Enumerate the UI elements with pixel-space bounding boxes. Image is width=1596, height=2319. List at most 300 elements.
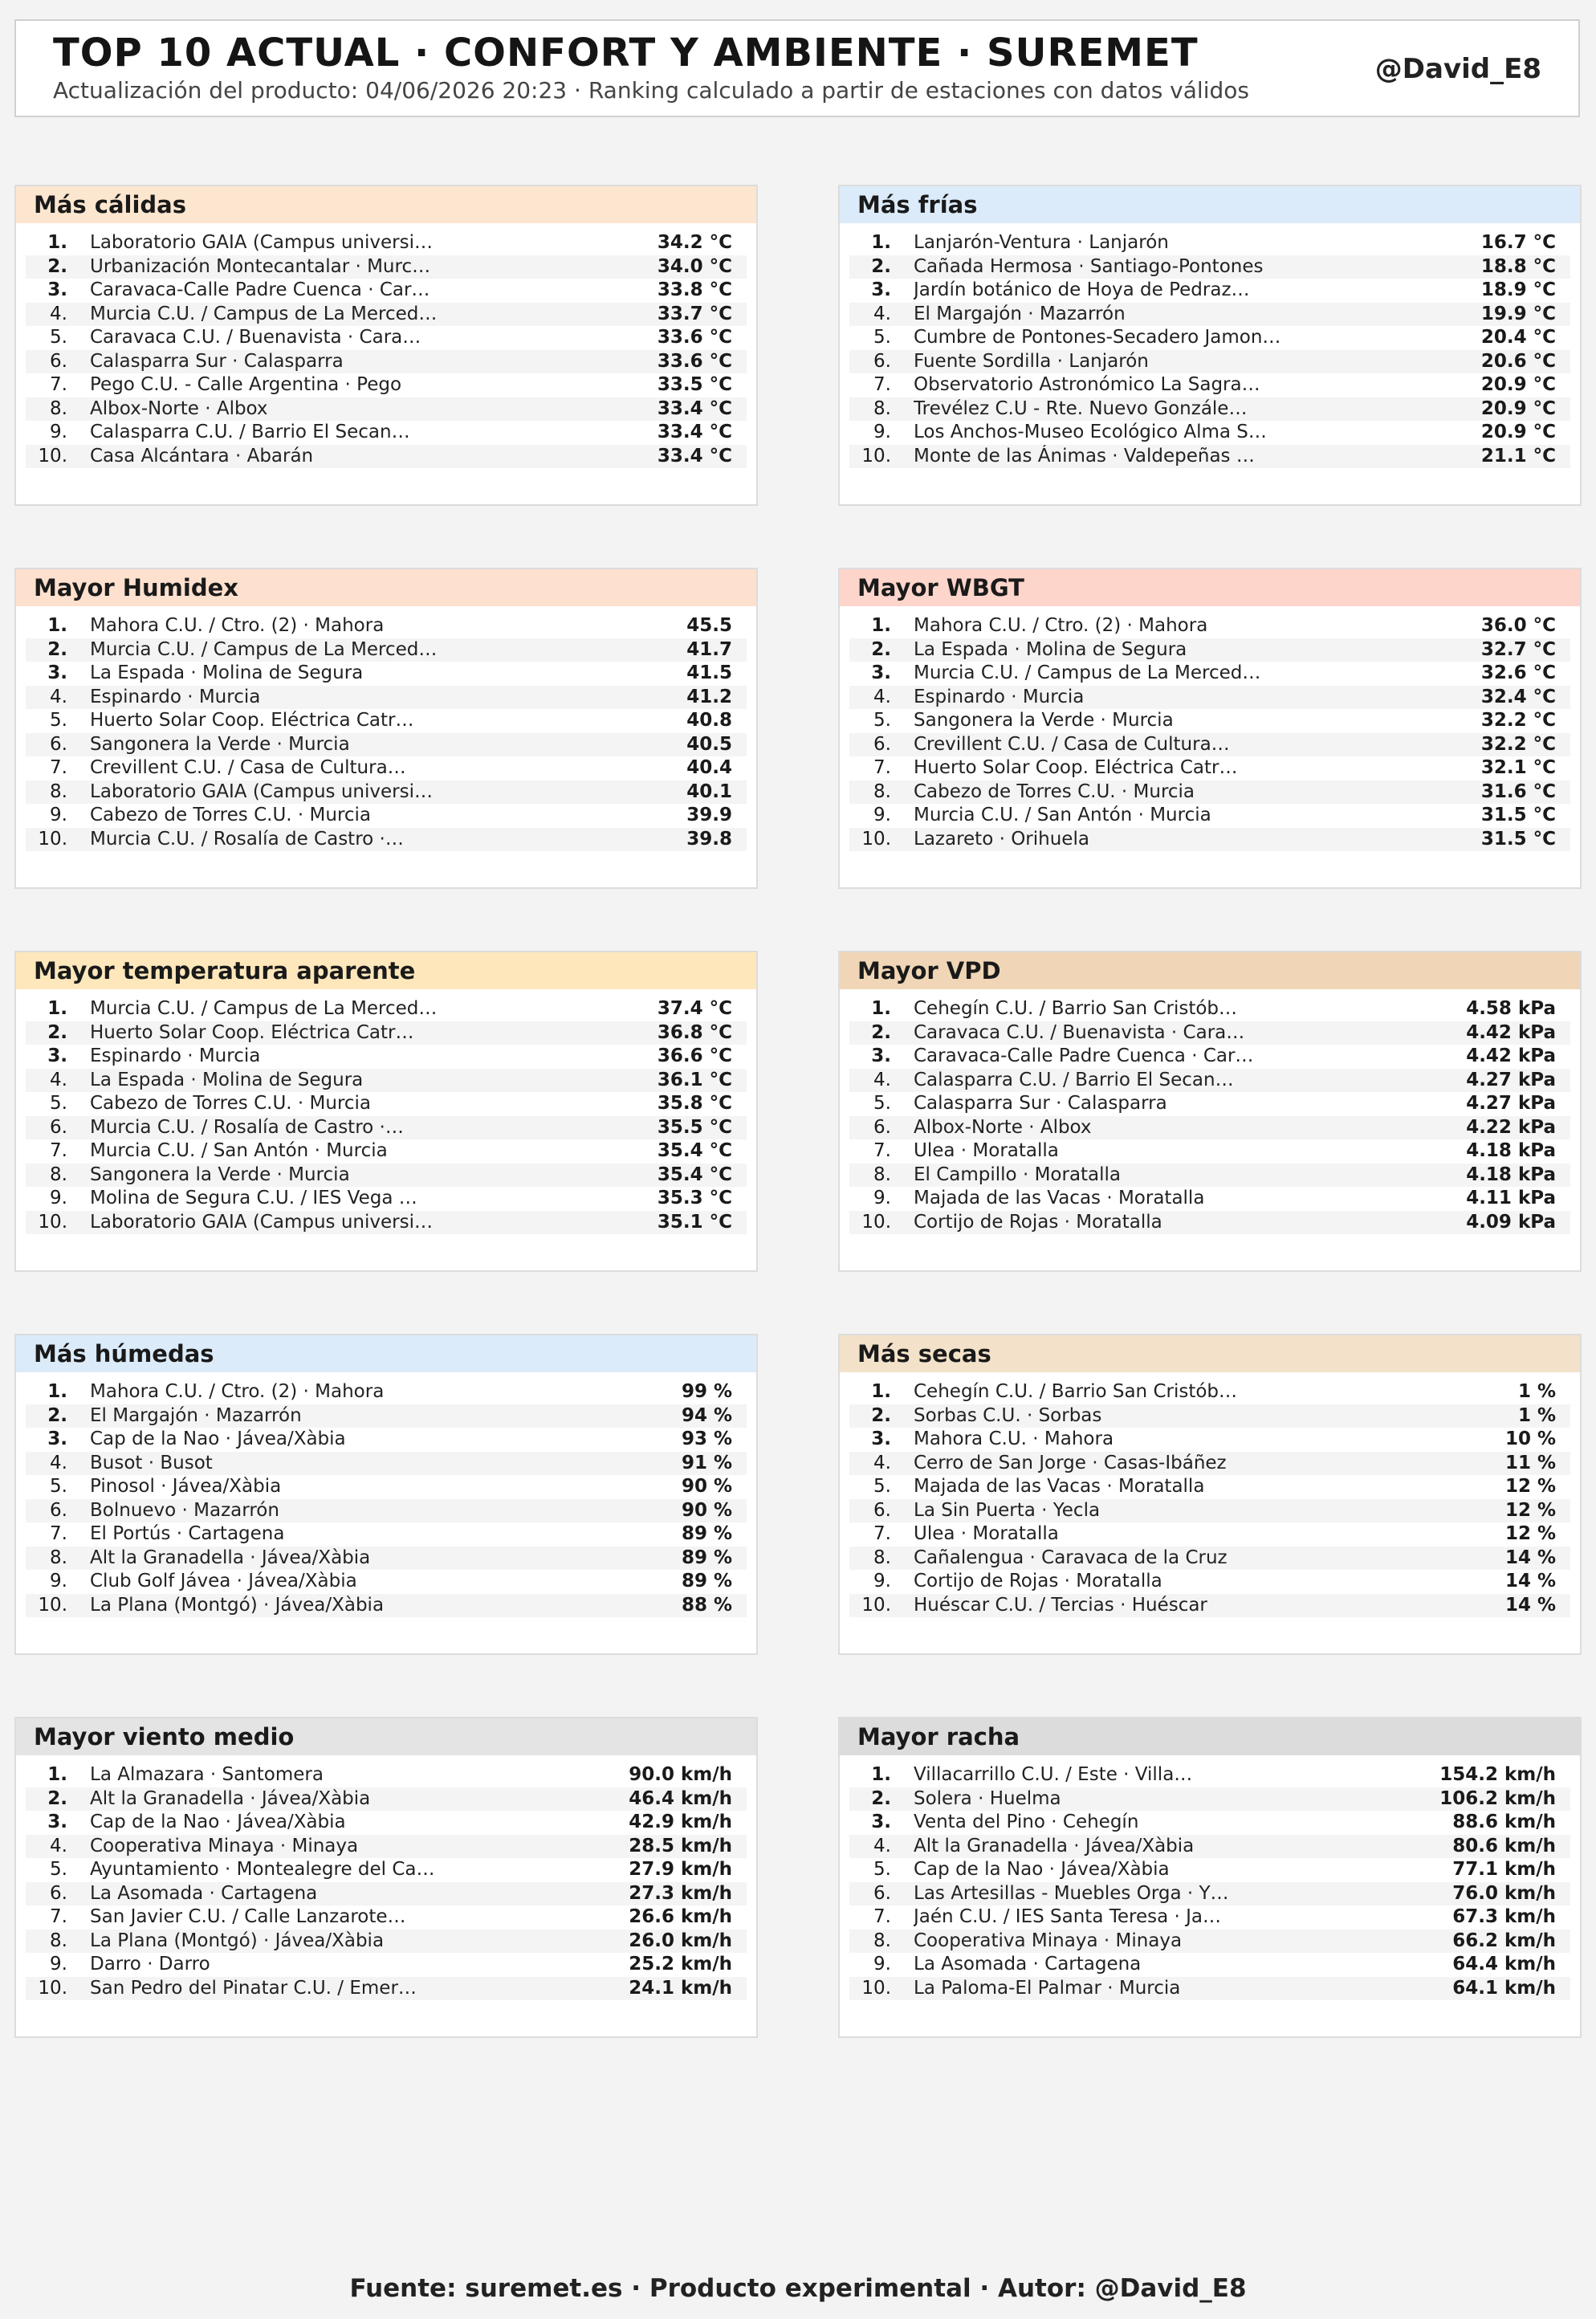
ranking-row <box>849 1164 1570 1188</box>
ranking-row <box>849 1811 1570 1835</box>
station-name: Cap de la Nao · Jávea/Xàbia <box>914 1859 1170 1880</box>
station-name: Albox-Norte · Albox <box>914 1116 1092 1138</box>
ranking-row <box>849 231 1570 255</box>
station-name: Cortijo de Rojas · Moratalla <box>914 1211 1162 1233</box>
station-value: 93 % <box>681 1428 732 1449</box>
ranking-row <box>26 1164 747 1188</box>
rank-number: 4. <box>873 1835 891 1856</box>
station-value: 4.11 kPa <box>1466 1188 1556 1208</box>
ranking-row <box>849 1763 1570 1787</box>
station-name: Murcia C.U. / San Antón · Murcia <box>90 1140 388 1161</box>
rank-number: 1. <box>871 615 891 636</box>
rank-number: 7. <box>873 1523 891 1544</box>
station-name: La Espada · Molina de Segura <box>90 1069 364 1090</box>
ranking-row <box>849 780 1570 805</box>
rank-number: 9. <box>873 1571 891 1592</box>
station-name: Pego C.U. - Calle Argentina · Pego <box>90 374 402 395</box>
station-value: 31.5 °C <box>1480 805 1556 825</box>
ranking-row <box>26 1905 747 1930</box>
station-name: Caravaca C.U. / Buenavista · Cara… <box>914 1021 1245 1043</box>
station-name: Huéscar C.U. / Tercias · Huéscar <box>914 1594 1207 1616</box>
rank-number: 2. <box>47 1404 67 1426</box>
station-value: 41.7 <box>686 638 732 660</box>
ranking-row <box>26 828 747 852</box>
station-value: 90 % <box>681 1476 732 1497</box>
ranking-panel <box>14 1717 758 2038</box>
rank-number: 3. <box>871 662 891 683</box>
ranking-row <box>849 614 1570 638</box>
rank-number: 5. <box>873 710 891 731</box>
ranking-row <box>26 1811 747 1835</box>
station-name: Fuente Sordilla · Lanjarón <box>914 350 1149 372</box>
ranking-row <box>26 303 747 327</box>
station-name: Espinardo · Murcia <box>914 686 1085 707</box>
station-value: 24.1 km/h <box>629 1977 732 1999</box>
ranking-row <box>849 350 1570 374</box>
rank-number: 7. <box>50 1523 67 1544</box>
ranking-row <box>849 1139 1570 1164</box>
rank-number: 1. <box>47 615 67 636</box>
station-name: Casa Alcántara · Abarán <box>90 445 314 467</box>
station-name: Huerto Solar Coop. Eléctrica Catr… <box>90 710 414 731</box>
rank-number: 8. <box>873 1164 891 1185</box>
ranking-row <box>849 1045 1570 1069</box>
station-value: 4.18 kPa <box>1466 1140 1556 1161</box>
station-value: 4.27 kPa <box>1466 1093 1556 1114</box>
station-value: 12 % <box>1504 1499 1556 1521</box>
ranking-row <box>849 1882 1570 1906</box>
rank-number: 6. <box>50 1499 67 1521</box>
ranking-row <box>26 1882 747 1906</box>
station-name: Caravaca-Calle Padre Cuenca · Car… <box>90 279 430 300</box>
rank-number: 10. <box>38 1594 67 1616</box>
rank-number: 4. <box>873 686 891 707</box>
rank-number: 8. <box>873 1547 891 1568</box>
station-name: Crevillent C.U. / Casa de Cultura… <box>914 733 1230 755</box>
station-name: La Plana (Montgó) · Jávea/Xàbia <box>90 1930 385 1951</box>
station-value: 12 % <box>1504 1523 1556 1544</box>
rank-number: 1. <box>871 998 891 1019</box>
ranking-row <box>849 1905 1570 1930</box>
ranking-row <box>849 756 1570 780</box>
station-value: 39.9 <box>686 805 732 825</box>
ranking-panel <box>838 951 1582 1272</box>
station-name: Sangonera la Verde · Murcia <box>914 710 1174 731</box>
ranking-row <box>26 1977 747 2001</box>
station-value: 20.4 °C <box>1480 327 1556 348</box>
rank-number: 9. <box>50 805 67 825</box>
panel-title: Mayor racha <box>840 1718 1580 1755</box>
station-value: 37.4 °C <box>657 998 732 1019</box>
rank-number: 2. <box>871 255 891 277</box>
station-value: 88 % <box>681 1594 732 1616</box>
rank-number: 5. <box>50 710 67 731</box>
ranking-row <box>26 1069 747 1093</box>
station-value: 89 % <box>681 1571 732 1592</box>
ranking-row <box>849 828 1570 852</box>
station-value: 21.1 °C <box>1480 445 1556 467</box>
station-name: Monte de las Ánimas · Valdepeñas … <box>914 445 1255 467</box>
station-value: 20.9 °C <box>1480 397 1556 419</box>
station-name: Laboratorio GAIA (Campus universi… <box>90 232 433 253</box>
station-name: Huerto Solar Coop. Eléctrica Catr… <box>914 757 1238 778</box>
rank-number: 9. <box>50 422 67 442</box>
ranking-row <box>849 638 1570 662</box>
ranking-row <box>849 1021 1570 1045</box>
ranking-row <box>849 1380 1570 1404</box>
station-name: El Margajón · Mazarrón <box>90 1404 302 1426</box>
station-name: Caravaca-Calle Padre Cuenca · Car… <box>914 1045 1254 1066</box>
rank-number: 3. <box>871 1812 891 1832</box>
rank-number: 2. <box>871 1404 891 1426</box>
station-name: Lanjarón-Ventura · Lanjarón <box>914 232 1169 253</box>
station-value: 27.9 km/h <box>629 1859 732 1880</box>
station-value: 10 % <box>1504 1428 1556 1449</box>
rank-number: 6. <box>873 1882 891 1904</box>
station-name: Laboratorio GAIA (Campus universi… <box>90 780 433 802</box>
station-name: Mahora C.U. / Ctro. (2) · Mahora <box>90 615 385 636</box>
rank-number: 6. <box>50 1882 67 1904</box>
ranking-row <box>26 1787 747 1812</box>
station-name: Urbanización Montecantalar · Murc… <box>90 255 431 277</box>
rank-number: 4. <box>50 686 67 707</box>
rank-number: 3. <box>47 279 67 300</box>
ranking-row <box>26 1547 747 1571</box>
ranking-list <box>840 1372 1580 1617</box>
station-value: 40.1 <box>686 780 732 802</box>
station-value: 35.1 °C <box>657 1211 732 1233</box>
station-name: Majada de las Vacas · Moratalla <box>914 1188 1205 1208</box>
station-value: 33.4 °C <box>657 397 732 419</box>
station-name: Crevillent C.U. / Casa de Cultura… <box>90 757 406 778</box>
rank-number: 4. <box>50 1069 67 1090</box>
station-name: Club Golf Jávea · Jávea/Xàbia <box>90 1571 357 1592</box>
rank-number: 6. <box>50 1116 67 1138</box>
ranking-row <box>26 1835 747 1859</box>
station-name: La Espada · Molina de Segura <box>914 638 1187 660</box>
station-name: Pinosol · Jávea/Xàbia <box>90 1476 282 1497</box>
ranking-row <box>849 1428 1570 1452</box>
station-value: 31.6 °C <box>1480 780 1556 802</box>
station-value: 4.09 kPa <box>1466 1211 1556 1233</box>
station-value: 27.3 km/h <box>629 1882 732 1904</box>
station-name: Murcia C.U. / Campus de La Merced… <box>90 638 438 660</box>
rank-number: 9. <box>873 422 891 442</box>
ranking-row <box>26 1930 747 1954</box>
station-value: 88.6 km/h <box>1452 1812 1556 1832</box>
panel-title: Mayor VPD <box>840 952 1580 989</box>
footer-credit: Fuente: suremet.es · Producto experimental · Autor: @David_E8 <box>349 2274 1247 2303</box>
station-value: 33.7 °C <box>657 303 732 324</box>
rank-number: 9. <box>50 1571 67 1592</box>
rank-number: 7. <box>50 757 67 778</box>
station-name: Ulea · Moratalla <box>914 1140 1059 1161</box>
rank-number: 9. <box>873 1954 891 1975</box>
ranking-row <box>849 373 1570 397</box>
panel-title: Mayor viento medio <box>16 1718 756 1755</box>
ranking-row <box>849 1452 1570 1476</box>
ranking-row <box>849 1187 1570 1211</box>
station-name: Solera · Huelma <box>914 1787 1061 1809</box>
station-value: 20.6 °C <box>1480 350 1556 372</box>
page-subtitle: Actualización del producto: 04/06/2026 20:23 · Ranking calculado a partir de estaciones con datos válidos <box>53 77 1249 104</box>
station-value: 46.4 km/h <box>629 1787 732 1809</box>
ranking-row <box>26 1092 747 1116</box>
rank-number: 2. <box>47 638 67 660</box>
ranking-list <box>16 223 756 468</box>
station-name: Cañalengua · Caravaca de la Cruz <box>914 1547 1228 1568</box>
ranking-row <box>26 373 747 397</box>
station-value: 34.0 °C <box>657 255 732 277</box>
ranking-row <box>26 1021 747 1045</box>
rank-number: 3. <box>47 1812 67 1832</box>
station-name: Ayuntamiento · Montealegre del Ca… <box>90 1859 435 1880</box>
station-value: 91 % <box>681 1452 732 1473</box>
ranking-list <box>840 606 1580 851</box>
rank-number: 4. <box>50 1452 67 1473</box>
station-name: Espinardo · Murcia <box>90 686 261 707</box>
rank-number: 3. <box>47 1045 67 1066</box>
rank-number: 8. <box>50 1164 67 1185</box>
ranking-row <box>26 445 747 469</box>
station-value: 4.58 kPa <box>1466 998 1556 1019</box>
rank-number: 5. <box>50 1093 67 1114</box>
station-value: 154.2 km/h <box>1439 1764 1556 1785</box>
ranking-row <box>849 1547 1570 1571</box>
rank-number: 10. <box>38 1977 67 1999</box>
station-name: Murcia C.U. / San Antón · Murcia <box>914 805 1211 825</box>
ranking-panel <box>14 951 758 1272</box>
rank-number: 7. <box>873 1906 891 1927</box>
station-name: Darro · Darro <box>90 1954 210 1975</box>
ranking-row <box>26 231 747 255</box>
station-value: 34.2 °C <box>657 232 732 253</box>
rank-number: 1. <box>47 232 67 253</box>
station-value: 12 % <box>1504 1476 1556 1497</box>
ranking-panel <box>14 1334 758 1655</box>
station-name: Sorbas C.U. · Sorbas <box>914 1404 1102 1426</box>
station-value: 42.9 km/h <box>629 1812 732 1832</box>
station-name: Cap de la Nao · Jávea/Xàbia <box>90 1812 346 1832</box>
ranking-panel <box>838 1334 1582 1655</box>
station-name: Mahora C.U. / Ctro. (2) · Mahora <box>914 615 1208 636</box>
station-name: El Portús · Cartagena <box>90 1523 285 1544</box>
rank-number: 4. <box>873 1452 891 1473</box>
ranking-row <box>849 662 1570 686</box>
station-value: 35.8 °C <box>657 1093 732 1114</box>
station-value: 18.8 °C <box>1480 255 1556 277</box>
rank-number: 10. <box>861 828 891 850</box>
rank-number: 4. <box>50 303 67 324</box>
panel-title: Mayor temperatura aparente <box>16 952 756 989</box>
rank-number: 3. <box>871 279 891 300</box>
panel-title: Más secas <box>840 1335 1580 1372</box>
ranking-row <box>26 756 747 780</box>
station-value: 40.8 <box>686 710 732 731</box>
ranking-row <box>849 686 1570 710</box>
rank-number: 2. <box>47 1787 67 1809</box>
ranking-row <box>26 733 747 757</box>
ranking-row <box>849 1835 1570 1859</box>
station-name: Calasparra Sur · Calasparra <box>914 1093 1167 1114</box>
ranking-row <box>26 686 747 710</box>
station-value: 4.42 kPa <box>1466 1021 1556 1043</box>
page-title: TOP 10 ACTUAL · CONFORT Y AMBIENTE · SUREMET <box>53 31 1199 75</box>
rank-number: 9. <box>50 1188 67 1208</box>
rank-number: 8. <box>50 397 67 419</box>
rank-number: 10. <box>861 445 891 467</box>
rank-number: 5. <box>50 1859 67 1880</box>
station-name: Cañada Hermosa · Santiago-Pontones <box>914 255 1264 277</box>
rank-number: 4. <box>50 1835 67 1856</box>
station-name: Cabezo de Torres C.U. · Murcia <box>90 1093 372 1114</box>
ranking-row <box>849 1475 1570 1499</box>
panel-title: Más cálidas <box>16 186 756 223</box>
ranking-row <box>849 397 1570 422</box>
rank-number: 7. <box>873 1140 891 1161</box>
station-name: Cooperativa Minaya · Minaya <box>90 1835 359 1856</box>
rank-number: 6. <box>873 1499 891 1521</box>
station-value: 4.27 kPa <box>1466 1069 1556 1090</box>
station-name: Jaén C.U. / IES Santa Teresa · Ja… <box>914 1906 1222 1927</box>
ranking-row <box>849 1930 1570 1954</box>
ranking-list <box>840 1755 1580 2000</box>
rank-number: 5. <box>50 1476 67 1497</box>
station-name: Murcia C.U. / Campus de La Merced… <box>90 303 438 324</box>
station-value: 76.0 km/h <box>1452 1882 1556 1904</box>
station-name: Cehegín C.U. / Barrio San Cristób… <box>914 1381 1238 1402</box>
station-name: San Javier C.U. / Calle Lanzarote… <box>90 1906 406 1927</box>
station-name: Cabezo de Torres C.U. · Murcia <box>914 780 1195 802</box>
ranking-row <box>26 1187 747 1211</box>
rank-number: 9. <box>873 1188 891 1208</box>
station-name: Mahora C.U. / Ctro. (2) · Mahora <box>90 1381 385 1402</box>
rank-number: 6. <box>873 350 891 372</box>
panel-title: Mayor WBGT <box>840 569 1580 606</box>
rank-number: 2. <box>871 1787 891 1809</box>
station-value: 33.6 °C <box>657 350 732 372</box>
station-name: La Asomada · Cartagena <box>914 1954 1142 1975</box>
ranking-row <box>26 1858 747 1882</box>
station-name: Cerro de San Jorge · Casas-Ibáñez <box>914 1452 1227 1473</box>
station-name: Jardín botánico de Hoya de Pedraz… <box>914 279 1250 300</box>
ranking-row <box>849 997 1570 1021</box>
station-name: La Plana (Montgó) · Jávea/Xàbia <box>90 1594 385 1616</box>
station-name: Sangonera la Verde · Murcia <box>90 1164 350 1185</box>
station-value: 32.7 °C <box>1480 638 1556 660</box>
station-value: 80.6 km/h <box>1452 1835 1556 1856</box>
station-name: San Pedro del Pinatar C.U. / Emer… <box>90 1977 417 1999</box>
station-name: Observatorio Astronómico La Sagra… <box>914 374 1260 395</box>
rank-number: 9. <box>873 805 891 825</box>
rank-number: 5. <box>50 327 67 348</box>
ranking-row <box>849 255 1570 279</box>
rank-number: 1. <box>47 998 67 1019</box>
station-name: Cabezo de Torres C.U. · Murcia <box>90 805 372 825</box>
ranking-row <box>26 614 747 638</box>
ranking-row <box>849 1594 1570 1618</box>
station-value: 66.2 km/h <box>1452 1930 1556 1951</box>
station-value: 36.1 °C <box>657 1069 732 1090</box>
station-value: 32.6 °C <box>1480 662 1556 683</box>
ranking-row <box>849 1211 1570 1235</box>
ranking-row <box>26 1380 747 1404</box>
station-name: Calasparra Sur · Calasparra <box>90 350 344 372</box>
station-value: 35.5 °C <box>657 1116 732 1138</box>
rank-number: 6. <box>50 350 67 372</box>
ranking-row <box>849 1116 1570 1140</box>
station-name: La Paloma-El Palmar · Murcia <box>914 1977 1181 1999</box>
rank-number: 6. <box>873 1116 891 1138</box>
station-name: La Sin Puerta · Yecla <box>914 1499 1101 1521</box>
rank-number: 7. <box>50 1140 67 1161</box>
rank-number: 10. <box>38 445 67 467</box>
rank-number: 1. <box>871 1381 891 1402</box>
station-name: Venta del Pino · Cehegín <box>914 1812 1139 1832</box>
ranking-row <box>26 255 747 279</box>
rank-number: 10. <box>38 1211 67 1233</box>
station-name: Alt la Granadella · Jávea/Xàbia <box>90 1547 371 1568</box>
ranking-row <box>26 421 747 445</box>
station-value: 25.2 km/h <box>629 1954 732 1975</box>
station-name: Mahora C.U. · Mahora <box>914 1428 1114 1449</box>
station-value: 35.4 °C <box>657 1140 732 1161</box>
station-value: 41.2 <box>686 686 732 707</box>
station-name: Villacarrillo C.U. / Este · Villa… <box>914 1764 1193 1785</box>
ranking-row <box>849 1092 1570 1116</box>
ranking-row <box>26 997 747 1021</box>
ranking-row <box>849 279 1570 303</box>
station-value: 26.0 km/h <box>629 1930 732 1951</box>
station-name: Espinardo · Murcia <box>90 1045 261 1066</box>
rank-number: 8. <box>873 397 891 419</box>
rank-number: 5. <box>873 1859 891 1880</box>
rank-number: 8. <box>873 1930 891 1951</box>
ranking-panel <box>14 185 758 506</box>
station-value: 89 % <box>681 1523 732 1544</box>
ranking-row <box>849 1570 1570 1594</box>
station-name: Alt la Granadella · Jávea/Xàbia <box>914 1835 1195 1856</box>
station-value: 4.42 kPa <box>1466 1045 1556 1066</box>
rank-number: 2. <box>871 638 891 660</box>
station-value: 36.8 °C <box>657 1021 732 1043</box>
rank-number: 7. <box>50 1906 67 1927</box>
station-value: 32.2 °C <box>1480 733 1556 755</box>
ranking-panel <box>838 568 1582 889</box>
station-name: Majada de las Vacas · Moratalla <box>914 1476 1205 1497</box>
rank-number: 7. <box>873 374 891 395</box>
station-value: 64.4 km/h <box>1452 1954 1556 1975</box>
rank-number: 3. <box>47 662 67 683</box>
ranking-row <box>849 733 1570 757</box>
station-value: 28.5 km/h <box>629 1835 732 1856</box>
ranking-row <box>26 1499 747 1523</box>
ranking-row <box>849 1069 1570 1093</box>
station-value: 39.8 <box>686 828 732 850</box>
station-name: Busot · Busot <box>90 1452 213 1473</box>
station-value: 20.9 °C <box>1480 422 1556 442</box>
ranking-row <box>26 804 747 828</box>
ranking-row <box>26 1139 747 1164</box>
rank-number: 9. <box>50 1954 67 1975</box>
station-name: Los Anchos-Museo Ecológico Alma S… <box>914 422 1267 442</box>
ranking-list <box>16 989 756 1234</box>
station-name: Sangonera la Verde · Murcia <box>90 733 350 755</box>
station-value: 16.7 °C <box>1480 232 1556 253</box>
station-value: 41.5 <box>686 662 732 683</box>
station-value: 14 % <box>1504 1547 1556 1568</box>
rank-number: 1. <box>47 1381 67 1402</box>
